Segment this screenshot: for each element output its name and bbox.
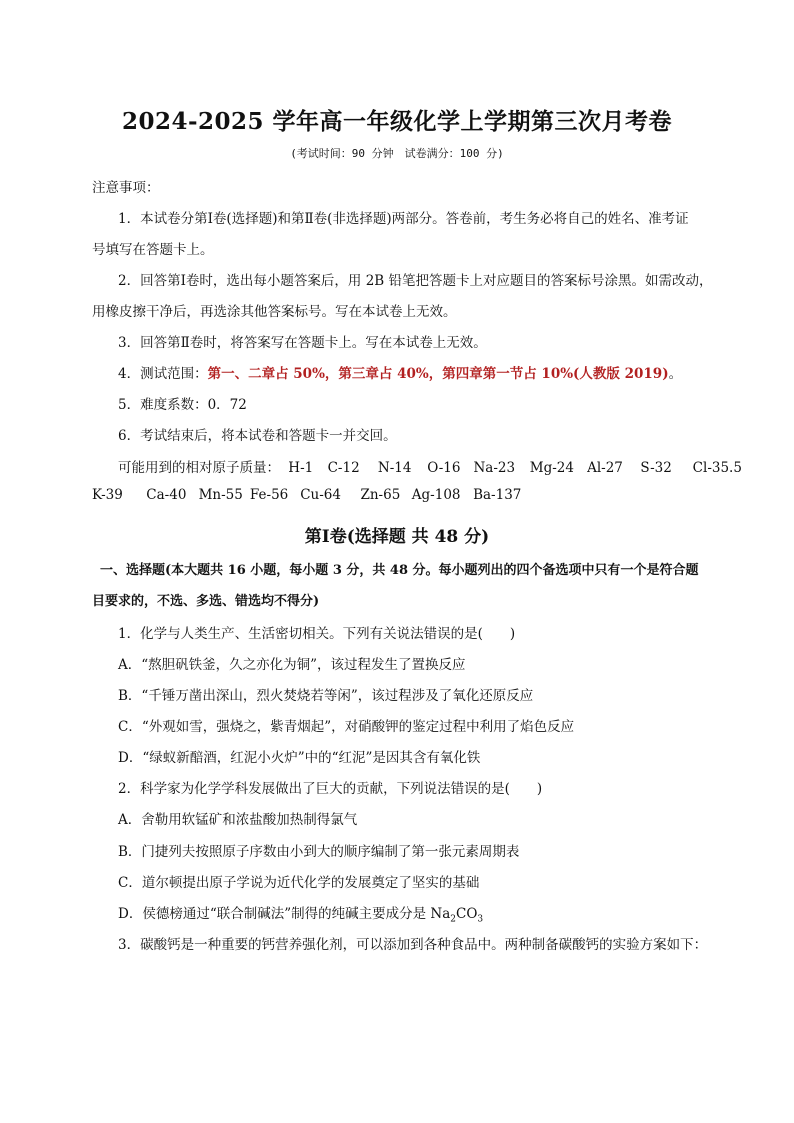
question-2-option-d-text: D．侯德榜通过“联合制碱法”制得的纯碱主要成分是 Na bbox=[118, 906, 451, 922]
notice-item-4-label: 4．测试范围： bbox=[118, 366, 208, 382]
atomic-mass: S-32 bbox=[640, 460, 672, 476]
atomic-mass: H-1 bbox=[288, 460, 314, 476]
notice-item-1-line-2: 号填写在答题卡上。 bbox=[92, 242, 214, 258]
atomic-mass: Al-27 bbox=[587, 460, 623, 476]
atomic-mass: Zn-65 bbox=[360, 487, 401, 503]
question-1-option-b: B．“千锤万凿出深山，烈火焚烧若等闲”，该过程涉及了氧化还原反应 bbox=[118, 688, 534, 704]
atomic-mass-line-1 bbox=[118, 456, 742, 476]
question-1-option-c: C．“外观如雪，强烧之，紫青烟起”，对硝酸钾的鉴定过程中利用了焰色反应 bbox=[118, 719, 575, 735]
atomic-mass: Ba-137 bbox=[473, 487, 522, 503]
question-2-option-d bbox=[118, 902, 483, 925]
page-title: 2024-2025 学年高一年级化学上学期第三次月考卷 bbox=[121, 108, 673, 135]
notice-item-2-line-2: 用橡皮擦干净后，再选涂其他答案标号。写在本试卷上无效。 bbox=[92, 304, 457, 320]
question-1-stem: 1．化学与人类生产、生活密切相关。下列有关说法错误的是( ) bbox=[118, 626, 516, 642]
question-2-stem: 2．科学家为化学学科发展做出了巨大的贡献，下列说法错误的是( ) bbox=[118, 781, 543, 797]
formula-text: CO bbox=[456, 906, 478, 922]
question-2-option-a: A．舍勒用软锰矿和浓盐酸加热制得氯气 bbox=[118, 812, 358, 828]
formula-subscript: 2 bbox=[450, 914, 457, 925]
formula-subscript: 3 bbox=[477, 914, 484, 925]
notice-item-1-line-1: 1．本试卷分第Ⅰ卷(选择题)和第Ⅱ卷(非选择题)两部分。答卷前，考生务必将自己的姓名、准考证 bbox=[118, 211, 689, 227]
notice-item-2-line-1: 2．回答第Ⅰ卷时，选出每小题答案后，用 2B 铅笔把答题卡上对应题目的答案标号涂黑。如需改动， bbox=[118, 273, 713, 289]
question-3-stem: 3．碳酸钙是一种重要的钙营养强化剂，可以添加到各种食品中。两种制备碳酸钙的实验方案如下： bbox=[118, 937, 708, 953]
notice-item-3: 3．回答第Ⅱ卷时，将答案写在答题卡上。写在本试卷上无效。 bbox=[118, 335, 487, 351]
section-instruction-line-2: 目要求的，不选、多选、错选均不得分) bbox=[92, 594, 320, 609]
atomic-mass: Mn-55 bbox=[198, 487, 243, 503]
section-title: 第Ⅰ卷(选择题 共 48 分) bbox=[304, 527, 490, 547]
question-1-option-d: D．“绿蚁新醅酒，红泥小火炉”中的“红泥”是因其含有氧化铁 bbox=[118, 750, 481, 766]
notice-heading: 注意事项： bbox=[92, 180, 160, 196]
exam-info: (考试时间：90 分钟 试卷满分：100 分) bbox=[290, 147, 504, 160]
atomic-mass: Fe-56 bbox=[249, 487, 289, 503]
notice-item-5: 5．难度系数：0．72 bbox=[118, 397, 247, 413]
notice-item-4-end: 。 bbox=[668, 366, 683, 382]
atomic-mass: Cl-35.5 bbox=[692, 460, 742, 476]
section-instruction-line-1: 一、选择题(本大题共 16 小题，每小题 3 分，共 48 分。每小题列出的四个备选项中只有一个是符合题 bbox=[100, 563, 699, 578]
notice-item-6: 6．考试结束后，将本试卷和答题卡一并交回。 bbox=[118, 428, 397, 444]
atomic-mass: Mg-24 bbox=[529, 460, 574, 476]
atomic-mass: N-14 bbox=[377, 460, 412, 476]
question-1-option-a: A．“熬胆矾铁釜，久之亦化为铜”，该过程发生了置换反应 bbox=[118, 657, 466, 673]
atomic-mass: Ca-40 bbox=[146, 487, 187, 503]
atomic-mass: Na-23 bbox=[473, 460, 516, 476]
atomic-mass-label: 可能用到的相对原子质量： bbox=[118, 460, 280, 476]
question-2-option-b: B．门捷列夫按照原子序数由小到大的顺序编制了第一张元素周期表 bbox=[118, 844, 520, 860]
atomic-mass: O-16 bbox=[427, 460, 461, 476]
atomic-mass: K-39 bbox=[92, 487, 123, 503]
atomic-mass: C-12 bbox=[327, 460, 360, 476]
atomic-mass-line-2 bbox=[92, 487, 521, 503]
atomic-mass: Ag-108 bbox=[411, 487, 461, 503]
atomic-mass: Cu-64 bbox=[300, 487, 341, 503]
test-range: 第一、二章占 50%，第三章占 40%，第四章第一节占 10%(人教版 2019) bbox=[207, 366, 669, 382]
notice-item-4 bbox=[118, 362, 682, 382]
question-2-option-c: C．道尔顿提出原子学说为近代化学的发展奠定了坚实的基础 bbox=[118, 875, 480, 891]
